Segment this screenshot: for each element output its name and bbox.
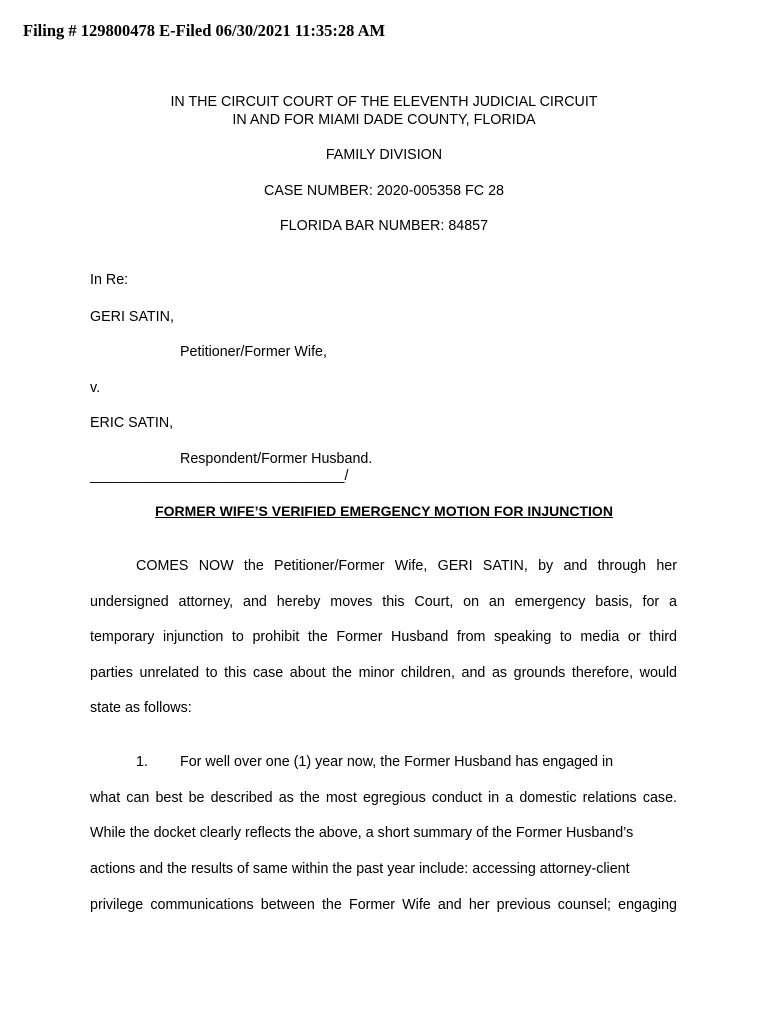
court-name-line-1: IN THE CIRCUIT COURT OF THE ELEVENTH JUDICIAL CIRCUIT bbox=[170, 94, 598, 110]
bar-number: FLORIDA BAR NUMBER: 84857 bbox=[279, 218, 489, 234]
paragraph-line: actions and the results of same within the past year include: accessing attorney-client bbox=[90, 861, 630, 877]
caption-separator: ________________________________/ bbox=[90, 468, 349, 484]
intro-line: temporary injunction to prohibit the Former Husband from speaking to media or third bbox=[90, 629, 677, 645]
paragraph-line: privilege communications between the Former Wife and her previous counsel; engaging bbox=[90, 897, 677, 913]
motion-title: FORMER WIFE’S VERIFIED EMERGENCY MOTION FOR INJUNCTION bbox=[155, 503, 613, 519]
paragraph-line: For well over one (1) year now, the Former Husband has engaged in bbox=[180, 754, 614, 770]
in-re: In Re: bbox=[90, 272, 129, 288]
petitioner-role: Petitioner/Former Wife, bbox=[180, 344, 327, 360]
filing-stamp: Filing # 129800478 E-Filed 06/30/2021 11:35:28 AM bbox=[23, 21, 386, 40]
paragraph-number: 1. bbox=[136, 754, 148, 770]
case-number: CASE NUMBER: 2020-005358 FC 28 bbox=[264, 183, 504, 199]
court-name-line-2: IN AND FOR MIAMI DADE COUNTY, FLORIDA bbox=[232, 112, 536, 128]
petitioner-name: GERI SATIN, bbox=[90, 309, 174, 325]
paragraph-line: what can best be described as the most egregious conduct in a domestic relations case. bbox=[90, 790, 677, 806]
respondent-name: ERIC SATIN, bbox=[90, 415, 174, 431]
versus: v. bbox=[90, 380, 101, 396]
division: FAMILY DIVISION bbox=[325, 147, 443, 163]
paragraph-line: While the docket clearly reflects the above, a short summary of the Former Husband’s bbox=[90, 825, 634, 841]
intro-line: undersigned attorney, and hereby moves this Court, on an emergency basis, for a bbox=[90, 594, 677, 610]
intro-line: state as follows: bbox=[90, 700, 192, 716]
intro-line: COMES NOW the Petitioner/Former Wife, GERI SATIN, by and through her bbox=[136, 558, 677, 574]
intro-line: parties unrelated to this case about the minor children, and as grounds therefore, would bbox=[90, 665, 677, 681]
respondent-role: Respondent/Former Husband. bbox=[180, 451, 373, 467]
